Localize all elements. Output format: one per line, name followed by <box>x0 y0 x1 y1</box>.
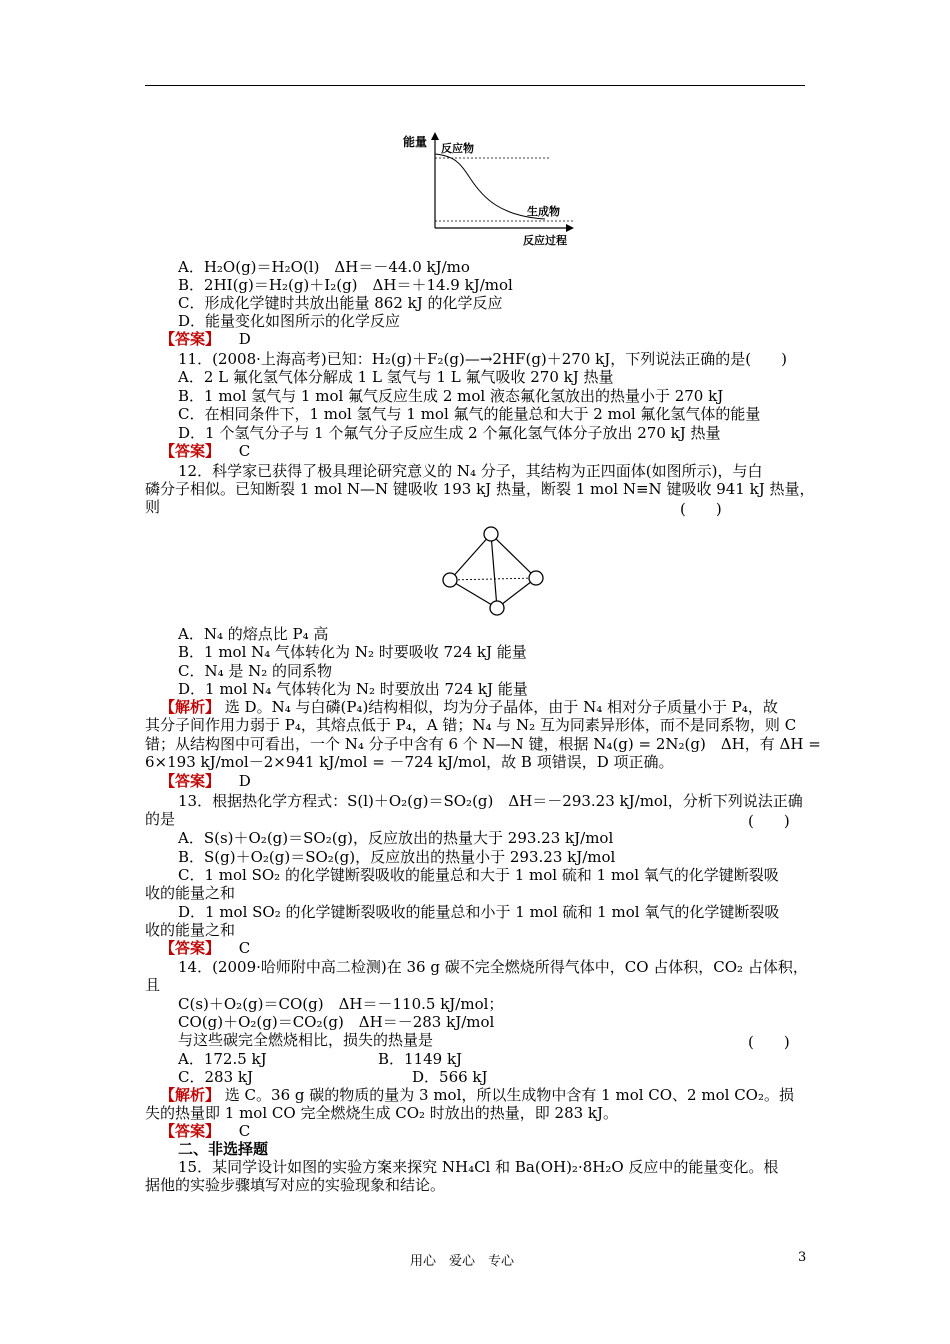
q12-option-c: C．N₄ 是 N₂ 的同系物 <box>178 662 333 680</box>
q12-line1: 12．科学家已获得了极具理论研究意义的 N₄ 分子，其结构为正四面体(如图所示)，与白 <box>178 462 763 480</box>
q12-option-a: A．N₄ 的熔点比 P₄ 高 <box>178 625 329 643</box>
q15-line2: 据他的实验步骤填写对应的实验现象和结论。 <box>145 1176 446 1194</box>
q10-option-d: D．能量变化如图所示的化学反应 <box>178 312 401 330</box>
q12-paren: ( ) <box>680 500 722 518</box>
q10-option-a: A．H₂O(g)＝H₂O(l) ΔH＝－44.0 kJ/mo <box>178 258 470 276</box>
q14-analysis1: 选 C。36 g 碳的物质的量为 3 mol，所以生成物中含有 1 mol CO、2 mol CO₂。损 <box>220 1086 794 1104</box>
tetrahedron-diagram <box>438 522 550 620</box>
answer-label: 【答案】 <box>160 1122 221 1140</box>
atom-top <box>484 527 498 541</box>
q13-answer: C <box>238 939 251 957</box>
q12-answer-row <box>160 772 251 790</box>
q11-option-b: B．1 mol 氢气与 1 mol 氟气反应生成 2 mol 液态氟化氢放出的热量小于 270 kJ <box>178 387 724 405</box>
q13-option-b: B．S(g)＋O₂(g)＝SO₂(g)，反应放出的热量小于 293.23 kJ/mol <box>178 848 616 866</box>
q12-option-b: B．1 mol N₄ 气体转化为 N₂ 时要吸收 724 kJ 能量 <box>178 643 527 661</box>
q13-option-d2: 收的能量之和 <box>145 921 236 939</box>
y-arrow-head <box>431 132 439 140</box>
q11-answer-row <box>160 442 250 460</box>
q14-eq1: C(s)＋O₂(g)＝CO(g) ΔH＝－110.5 kJ/mol； <box>178 995 504 1013</box>
q13-option-d1: D．1 mol SO₂ 的化学键断裂吸收的能量总和小于 1 mol 硫和 1 mol 氧气的化学键断裂吸 <box>178 903 780 921</box>
header-rule <box>145 85 805 86</box>
q12-analysis-row1 <box>160 698 778 716</box>
q10-answer: D <box>238 330 251 348</box>
section-heading: 二、非选择题 <box>178 1140 269 1158</box>
q13-paren: ( ) <box>748 812 790 830</box>
page-number: 3 <box>798 1250 807 1265</box>
q15-line1: 15．某同学设计如图的实验方案来探究 NH₄Cl 和 Ba(OH)₂·8H₂O 反应中的能量变化。根 <box>178 1158 779 1176</box>
q14-line3: 与这些碳完全燃烧相比，损失的热量是 <box>178 1031 434 1049</box>
q11-option-c: C．在相同条件下，1 mol 氢气与 1 mol 氟气的能量总和大于 2 mol 氟化氢气体的能量 <box>178 405 761 423</box>
answer-label: 【答案】 <box>160 772 221 790</box>
q12-analysis1: 选 D。N₄ 与白磷(P₄)结构相似，均为分子晶体，由于 N₄ 相对分子质量小于 P₄，故 <box>220 698 778 716</box>
q11-option-a: A．2 L 氟化氢气体分解成 1 L 氢气与 1 L 氟气吸收 270 kJ 热量 <box>178 368 614 386</box>
q14-analysis2: 失的热量即 1 mol CO 完全燃烧生成 CO₂ 时放出的热量，即 283 kJ。 <box>145 1104 619 1122</box>
q14-paren: ( ) <box>748 1033 790 1051</box>
q14-analysis-row1 <box>160 1086 794 1104</box>
q14-eq2: CO(g)＋O₂(g)＝CO₂(g) ΔH＝－283 kJ/mol <box>178 1013 495 1031</box>
q12-answer: D <box>238 772 251 790</box>
q11-option-d: D．1 个氢气分子与 1 个氟气分子反应生成 2 个氟化氢气体分子放出 270 kJ 热量 <box>178 424 721 442</box>
answer-label: 【答案】 <box>160 330 221 348</box>
q14-answer-row <box>160 1122 250 1140</box>
y-axis-label: 能量 <box>403 135 428 149</box>
q13-option-a: A．S(s)＋O₂(g)＝SO₂(g)，反应放出的热量大于 293.23 kJ/mol <box>178 829 614 847</box>
atom-bottom <box>490 601 504 615</box>
product-label: 生成物 <box>527 205 560 218</box>
x-axis-label: 反应过程 <box>523 234 567 247</box>
atom-left <box>443 573 457 587</box>
q11-stem: 11．(2008·上海高考)已知：H₂(g)＋F₂(g)—→2HF(g)＋270 kJ，下列说法正确的是( ) <box>178 350 787 368</box>
answer-label: 【答案】 <box>160 442 221 460</box>
q12-line2: 磷分子相似。已知断裂 1 mol N—N 键吸收 193 kJ 热量，断裂 1 mol N≡N 键吸收 941 kJ 热量， <box>145 480 815 498</box>
x-arrow-head <box>566 224 574 232</box>
q13-answer-row <box>160 939 250 957</box>
reactant-label: 反应物 <box>441 142 474 155</box>
q11-answer: C <box>238 442 251 460</box>
q14-option-a: A．172.5 kJ <box>178 1050 267 1068</box>
energy-diagram <box>395 128 585 250</box>
q10-option-c: C．形成化学键时共放出能量 862 kJ 的化学反应 <box>178 294 503 312</box>
q13-option-c1: C．1 mol SO₂ 的化学键断裂吸收的能量总和大于 1 mol 硫和 1 mol 氧气的化学键断裂吸 <box>178 866 779 884</box>
q13-line2: 的是 <box>145 810 176 828</box>
q12-analysis2: 其分子间作用力弱于 P₄，其熔点低于 P₄，A 错；N₄ 与 N₂ 互为同素异形体，而不是同系物，则 C <box>145 716 797 734</box>
q13-line1: 13．根据热化学方程式：S(l)＋O₂(g)＝SO₂(g) ΔH＝－293.23 kJ/mol，分析下列说法正确 <box>178 792 803 810</box>
analysis-label: 【解析】 <box>160 698 221 716</box>
q10-answer-row <box>160 330 251 348</box>
q14-line1: 14．(2009·哈师附中高二检测)在 36 g 碳不完全燃烧所得气体中，CO 占体积，CO₂ 占体积， <box>178 958 808 976</box>
q12-option-d: D．1 mol N₄ 气体转化为 N₂ 时要放出 724 kJ 能量 <box>178 680 528 698</box>
q14-option-b: B．1149 kJ <box>378 1050 463 1068</box>
q12-analysis4: 6×193 kJ/mol－2×941 kJ/mol = －724 kJ/mol，故 B 项错误，D 项正确。 <box>145 753 674 771</box>
q12-line3: 则 <box>145 498 161 516</box>
q13-option-c2: 收的能量之和 <box>145 884 236 902</box>
footer-slogan: 用心 爱心 专心 <box>410 1254 515 1269</box>
answer-label: 【答案】 <box>160 939 221 957</box>
q14-option-c: C．283 kJ <box>178 1068 253 1086</box>
q12-analysis3: 错；从结构图中可看出，一个 N₄ 分子中含有 6 个 N—N 键，根据 N₄(g) = 2N₂(g) ΔH，有 ΔH = <box>145 735 821 753</box>
q14-line2: 且 <box>145 976 161 994</box>
analysis-label: 【解析】 <box>160 1086 221 1104</box>
q14-option-d: D．566 kJ <box>412 1068 488 1086</box>
atom-right <box>529 571 543 585</box>
q10-option-b: B．2HI(g)＝H₂(g)＋I₂(g) ΔH＝＋14.9 kJ/mol <box>178 276 513 294</box>
q14-answer: C <box>238 1122 251 1140</box>
